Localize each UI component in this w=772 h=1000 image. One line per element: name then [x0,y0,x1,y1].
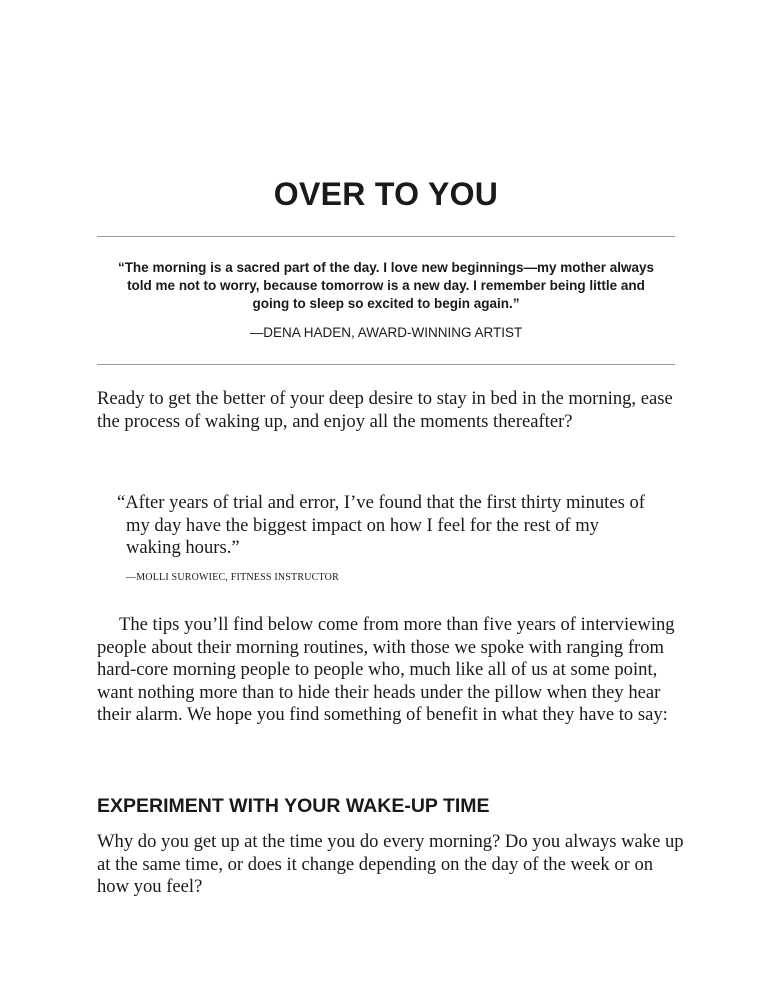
section-heading: EXPERIMENT WITH YOUR WAKE-UP TIME [97,795,490,817]
pull-quote: “After years of trial and error, I’ve found that the first thirty minutes of my day have the biggest impact on how I feel for the rest of my waking hours.” [117,492,645,558]
bottom-divider [97,364,675,365]
intro-paragraph: Ready to get the better of your deep desire to stay in bed in the morning, ease the process of waking up, and enjoy all the moments thereafter? [97,388,673,432]
tips-paragraph: The tips you’ll find below come from more than five years of interviewing people about their morning routines, with those we spoke with ranging from hard-core morning people to people who, much like all of us at some point, want nothing more than to hide their heads under the pillow when they hear their alarm. We hope you find something of benefit in what they have to say: [97,614,675,725]
top-divider [97,236,675,237]
page-title: OVER TO YOU [273,176,499,212]
pull-quote-attribution: —MOLLI SUROWIEC, FITNESS INSTRUCTOR [126,572,339,583]
section-paragraph: Why do you get up at the time you do every morning? Do you always wake up at the same time, or does it change depending on the day of the week or on how you feel? [97,831,684,897]
epigraph-attribution: —DENA HADEN, AWARD-WINNING ARTIST [249,325,523,340]
epigraph-quote: “The morning is a sacred part of the day. I love new beginnings—my mother always told me not to worry, because tomorrow is a new day. I remember being little and going to sleep so excited to begin again.” [117,260,655,311]
